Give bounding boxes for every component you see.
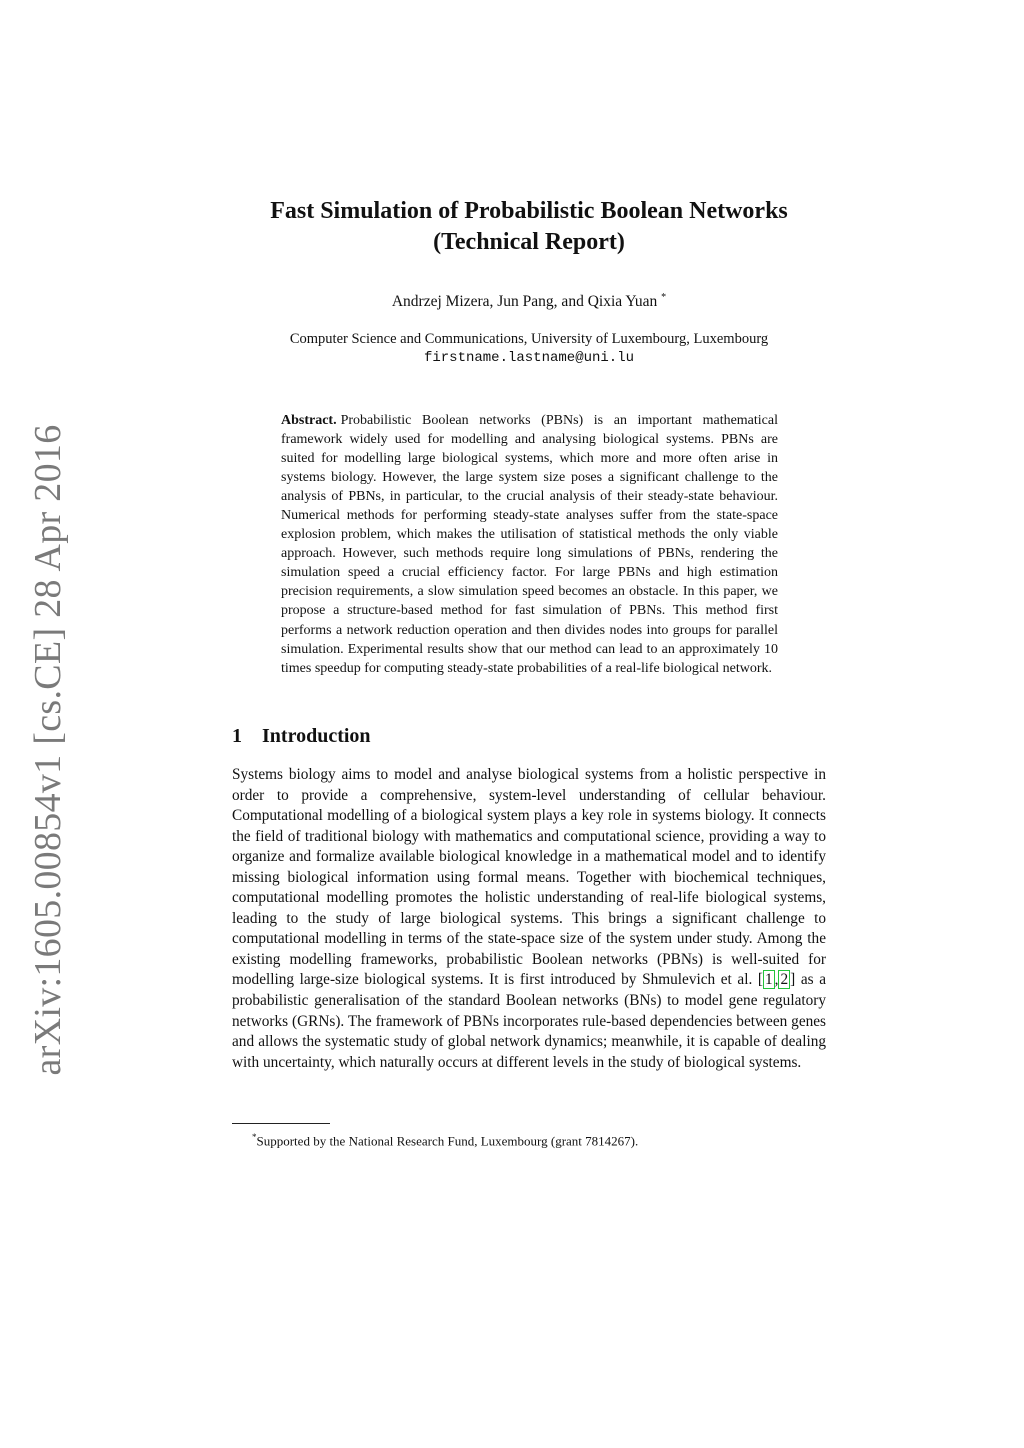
- authors-text: Andrzej Mizera, Jun Pang, and Qixia Yuan: [391, 293, 658, 311]
- section-title: Introduction: [262, 725, 371, 747]
- footnote-rule: [232, 1123, 330, 1124]
- abstract-text: Probabilistic Boolean networks (PBNs) is an important mathematical framework widely used for modelling and analysing biological systems. PBNs are suited for modelling large biological systems, which more and more often arise in systems biology. However, the large system size poses a significant challenge to the analysis of PBNs, in particular, to the crucial analysis of their steady-state behaviour. Numerical methods for performing steady-state analyses suffer from the state-space explosion problem, which makes the utilisation of statistical methods the only viable approach. However, such methods require long simulations of PBNs, rendering the simulation speed a crucial efficiency factor. For large PBNs and high estimation precision requirements, a slow simulation speed becomes an obstacle. In this paper, we propose a structure-based method for fast simulation of PBNs. This method first performs a network reduction operation and then divides nodes into groups for parallel simulation. Experimental results show that our method can lead to an approximately 10 times speedup for computing steady-state probabilities of a real-life biological network.: [281, 413, 778, 676]
- arxiv-stamp: arXiv:1605.00854v1 [cs.CE] 28 Apr 2016: [27, 424, 69, 1076]
- abstract: [281, 411, 778, 678]
- affiliation: Computer Science and Communications, University of Luxembourg, Luxembourg: [289, 331, 769, 347]
- title-line-1: Fast Simulation of Probabilistic Boolean Networks: [270, 198, 788, 224]
- paper-title: [232, 196, 826, 258]
- author-list: [232, 292, 826, 311]
- title-line-2: (Technical Report): [433, 229, 625, 255]
- intro-text-part2: ] as a probabilistic generalisation of the standard Boolean networks (BNs) to model gene regulatory networks (GRNs). The framework of PBNs incorporates rule-based dependencies between genes and allows the systematic study of global network dynamics; meanwhile, it is capable of dealing with uncertainty, which naturally occurs at different levels in the study of biological systems.: [232, 971, 826, 1071]
- footnote-mark: *: [252, 1132, 257, 1142]
- intro-text-part1: Systems biology aims to model and analyse biological systems from a holistic perspective in order to provide a comprehensive, system-level understanding of cellular behaviour. Computational modelling of a biological system plays a key role in systems biology. It connects the field of traditional biology with mathematics and computational science, providing a way to organize and formalize available biological knowledge in a mathematical model and to identify missing biological information using formal means. Together with biochemical techniques, computational modelling promotes the holistic understanding of real-life biological systems, leading to the study of large biological systems. This brings a significant challenge to computational modelling in terms of the state-space size of the system under study. Among the existing modelling frameworks, probabilistic Boolean networks (PBNs) is well-suited for modelling large-size biological systems. It is first introduced by Shmulevich et al. [: [232, 766, 826, 989]
- abstract-label: Abstract.: [281, 413, 337, 428]
- citation-link-2[interactable]: 2: [780, 971, 789, 989]
- footnote-text: Supported by the National Research Fund, Luxembourg (grant 7814267).: [256, 1133, 639, 1149]
- intro-paragraph: [232, 765, 826, 1073]
- citation-separator: ,: [774, 971, 779, 989]
- section-number: 1: [232, 725, 242, 747]
- citation-link-1[interactable]: 1: [765, 971, 773, 989]
- email: firstname.lastname@uni.lu: [423, 350, 635, 366]
- section-heading: [232, 725, 826, 748]
- author-footnote-mark: *: [661, 292, 667, 303]
- footnote: [252, 1128, 812, 1150]
